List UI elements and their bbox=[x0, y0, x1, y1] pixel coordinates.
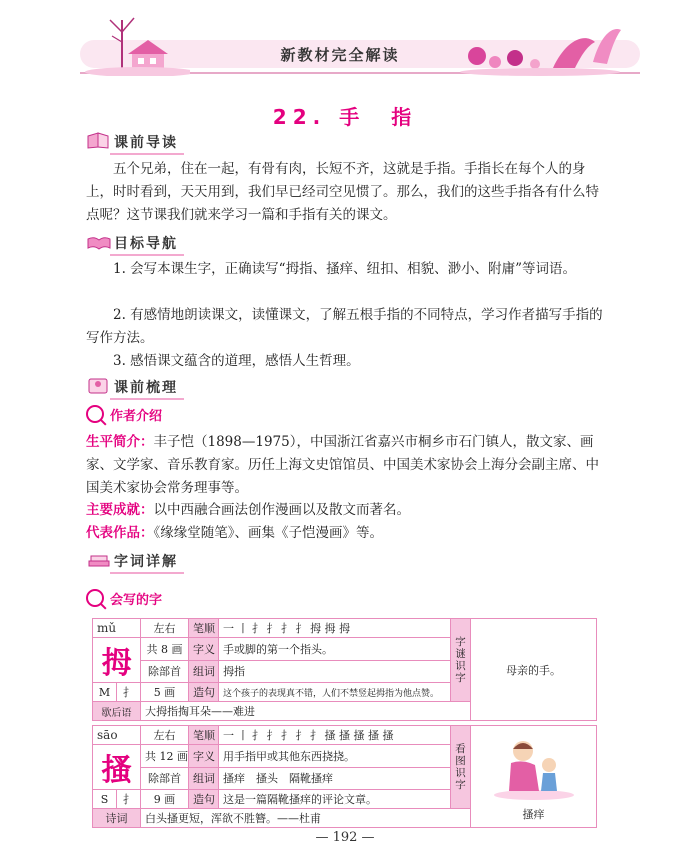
picture-caption: 搔痒 bbox=[522, 808, 545, 821]
structure: 左右 bbox=[141, 726, 189, 745]
magnifier-icon bbox=[86, 405, 104, 423]
grass-flower-illustration bbox=[455, 12, 625, 76]
example-sentence: 这个孩子的表现真不错，人们不禁竖起拇指为他点赞。 bbox=[219, 683, 451, 702]
group-label: 组词 bbox=[189, 767, 219, 790]
bio-text: 丰子恺（1898—1975），中国浙江省嘉兴市桐乡市石门镇人，散文家、画家、文学家、音乐教育家。历任上海文史馆馆员、中国美术家协会上海分会副主席、中国美术家协会常务理事等。 bbox=[86, 434, 599, 496]
lesson-title: 22. 手 指 bbox=[272, 105, 418, 129]
char-card-sao bbox=[92, 725, 597, 828]
works-text: 《缘缘堂随笔》、画集《子恺漫画》等。 bbox=[153, 525, 383, 541]
character: 搔 bbox=[93, 745, 141, 790]
extra-label: 诗词 bbox=[93, 809, 141, 828]
works-label: 代表作品： bbox=[86, 525, 154, 541]
section-words-heading bbox=[86, 549, 286, 571]
open-book-icon bbox=[86, 231, 112, 251]
page-number: — 192 — bbox=[315, 830, 375, 845]
riddle-answer: 母亲的手。 bbox=[471, 619, 597, 721]
goal-item-1: 1. 会写本课生字，正确读写“拇指、搔痒、纽扣、相貌、渺小、附庸”等词语。 bbox=[113, 261, 576, 277]
section-preview-heading bbox=[86, 130, 286, 152]
meaning-label: 字义 bbox=[189, 745, 219, 768]
pinyin: sāo bbox=[93, 726, 141, 745]
radical: 扌 bbox=[117, 683, 141, 702]
books-stack-icon bbox=[86, 549, 112, 569]
stroke-order: 一 丨 扌 扌 扌 扌 拇 拇 拇 bbox=[219, 619, 451, 638]
magnifier-icon bbox=[86, 589, 104, 607]
chars-heading bbox=[86, 589, 162, 608]
author-works bbox=[86, 522, 606, 545]
stroke-count: 共 8 画 bbox=[141, 638, 189, 661]
section-words-label: 字词详解 bbox=[114, 551, 178, 571]
author-achievement bbox=[86, 499, 606, 522]
goal-item-3: 3. 感悟课文蕴含的道理，感悟人生哲理。 bbox=[113, 353, 360, 369]
radical: 扌 bbox=[117, 790, 141, 809]
section-goals-label: 目标导航 bbox=[114, 233, 178, 253]
extra-text: 白头搔更短，浑欲不胜簪。——杜甫 bbox=[141, 809, 471, 828]
extra-text: 大拇指掏耳朵——难进 bbox=[141, 702, 471, 721]
sentence-label: 造句 bbox=[189, 683, 219, 702]
achievement-label: 主要成就： bbox=[86, 502, 154, 518]
word-group: 拇指 bbox=[219, 660, 451, 683]
author-bio bbox=[86, 431, 606, 500]
radical-strokes: 9 画 bbox=[141, 790, 189, 809]
side-label: 字谜识字 bbox=[451, 619, 471, 702]
picture-cell bbox=[471, 726, 597, 828]
word-group: 搔痒 搔头 隔靴搔痒 bbox=[219, 767, 451, 790]
book-icon bbox=[86, 130, 112, 150]
achievement-text: 以中西融合画法创作漫画以及散文而著名。 bbox=[153, 502, 410, 518]
chars-heading-text: 会写的字 bbox=[110, 593, 163, 608]
section-outline-label: 课前梳理 bbox=[114, 377, 178, 397]
grid-letter: M bbox=[93, 683, 117, 702]
meaning: 手或脚的第一个指头。 bbox=[219, 638, 451, 661]
strokes-label: 笔顺 bbox=[189, 619, 219, 638]
radical-label: 除部首 bbox=[141, 767, 189, 790]
section-goals-heading bbox=[86, 231, 286, 253]
example-sentence: 这是一篇隔靴搔痒的评论文章。 bbox=[219, 790, 451, 809]
radical-label: 除部首 bbox=[141, 660, 189, 683]
goal-item-2: 2. 有感情地朗读课文，读懂课文，了解五根手指的不同特点，学习作者描写手指的写作方法。 bbox=[86, 307, 603, 346]
house-tree-illustration bbox=[80, 10, 190, 76]
side-label: 看图识字 bbox=[451, 726, 471, 809]
scratching-illustration bbox=[489, 731, 579, 803]
book-series-title: 新教材完全解读 bbox=[280, 46, 400, 64]
stroke-count: 共 12 画 bbox=[141, 745, 189, 768]
sentence-label: 造句 bbox=[189, 790, 219, 809]
section-preview-label: 课前导读 bbox=[114, 132, 178, 152]
strokes-label: 笔顺 bbox=[189, 726, 219, 745]
pinyin: mǔ bbox=[93, 619, 141, 638]
group-label: 组词 bbox=[189, 660, 219, 683]
page-header bbox=[0, 0, 689, 88]
meaning-label: 字义 bbox=[189, 638, 219, 661]
radical-strokes: 5 画 bbox=[141, 683, 189, 702]
bio-label: 生平简介： bbox=[86, 434, 154, 450]
extra-label: 歇后语 bbox=[93, 702, 141, 721]
structure: 左右 bbox=[141, 619, 189, 638]
preview-paragraph: 五个兄弟，住在一起，有骨有肉，长短不齐，这就是手指。手指长在每个人的身上，时时看到，天天用到，我们早已经司空见惯了。那么，我们的这些手指各有什么特点呢？这节课我们就来学习一篇和手指有关的课文。 bbox=[86, 161, 599, 223]
grid-letter: S bbox=[93, 790, 117, 809]
author-heading-text: 作者介绍 bbox=[110, 409, 163, 424]
author-heading bbox=[86, 405, 162, 424]
character: 拇 bbox=[93, 638, 141, 683]
meaning: 用手指甲或其他东西挠挠。 bbox=[219, 745, 451, 768]
stroke-order: 一 丨 扌 扌 扌 扌 扌 搔 搔 搔 搔 搔 bbox=[219, 726, 451, 745]
section-outline-heading bbox=[86, 375, 286, 397]
char-card-mu bbox=[92, 618, 597, 721]
notebook-icon bbox=[86, 375, 112, 395]
